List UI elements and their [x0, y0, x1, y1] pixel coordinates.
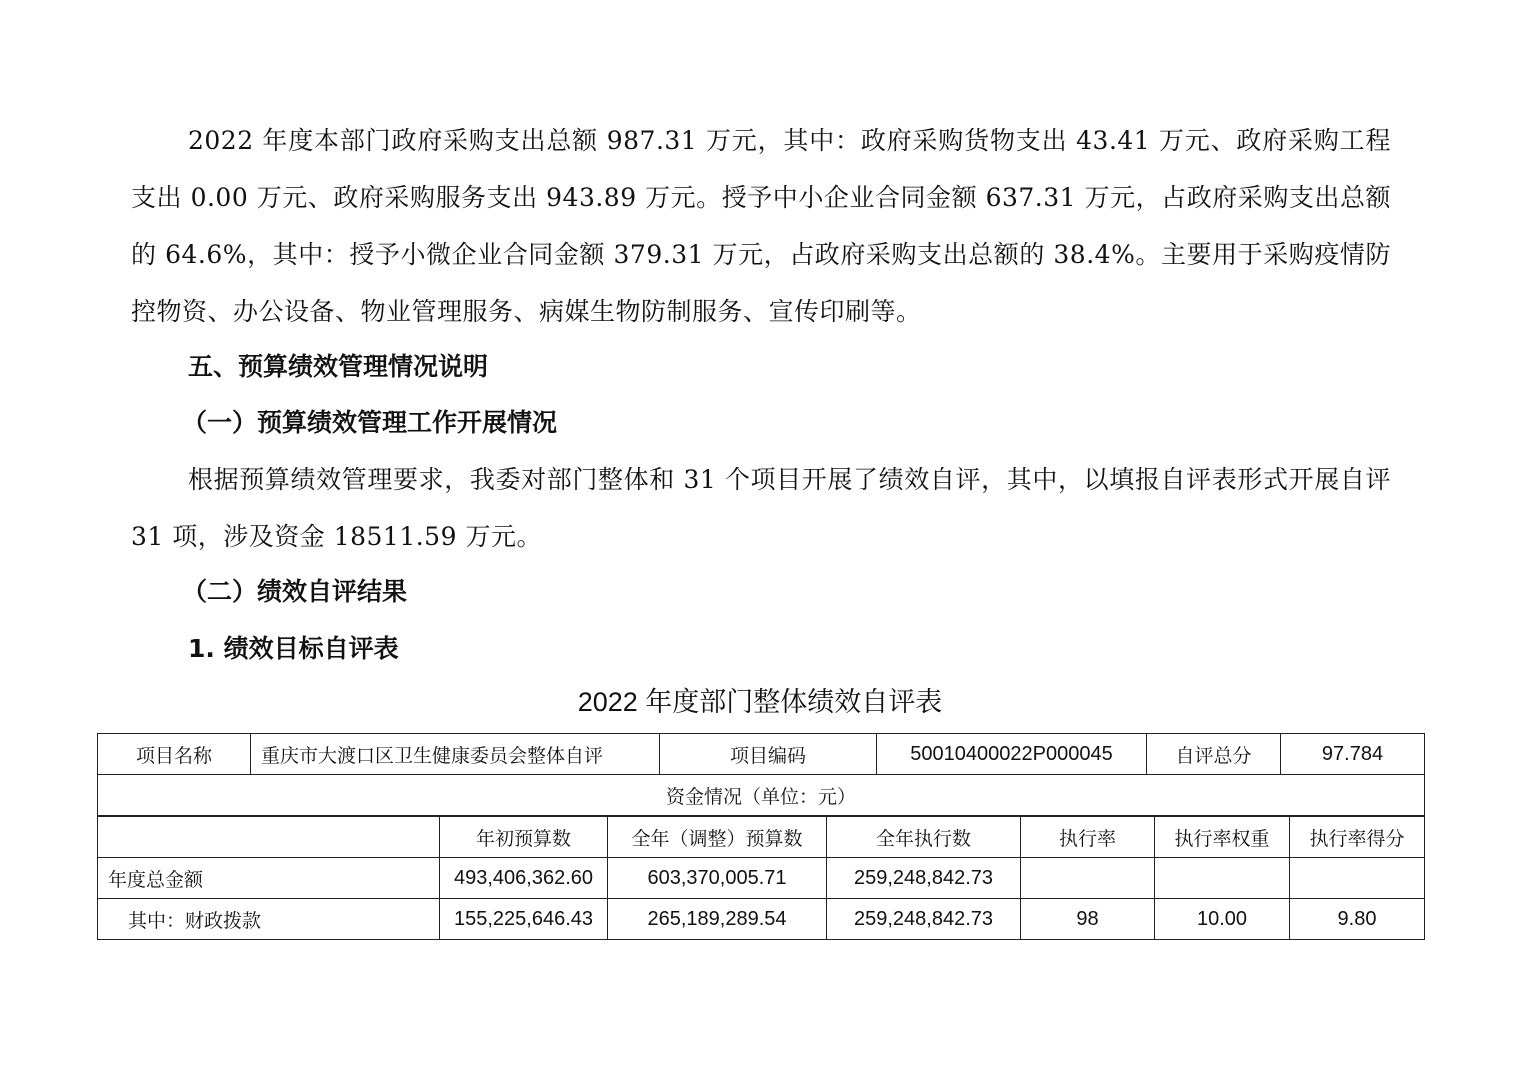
table-section-heading: 1. 绩效目标自评表 — [188, 634, 399, 663]
project-name-label: 项目名称 — [98, 734, 251, 775]
funding-header: 资金情况（单位：元） — [98, 775, 1425, 816]
table-title: 2022 年度部门整体绩效自评表 — [577, 687, 943, 717]
table-cell: 265,189,289.54 — [608, 899, 827, 940]
empty-header-cell — [98, 817, 440, 858]
row-label: 其中：财政拨款 — [98, 899, 440, 940]
table-row-column-headers — [98, 817, 1425, 858]
column-header: 年初预算数 — [440, 817, 608, 858]
section-heading-5: 五、预算绩效管理情况说明 — [188, 352, 489, 381]
column-header: 执行率得分 — [1290, 817, 1425, 858]
table-row-project-info — [98, 734, 1425, 775]
table-cell: 259,248,842.73 — [827, 899, 1021, 940]
subsection-heading-1: （一）预算绩效管理工作开展情况 — [182, 408, 558, 437]
project-name-value: 重庆市大渡口区卫生健康委员会整体自评 — [251, 734, 660, 775]
table-row-funding-header — [98, 775, 1425, 816]
project-code-label: 项目编码 — [660, 734, 877, 775]
column-header: 执行率 — [1021, 817, 1155, 858]
total-score-label: 自评总分 — [1147, 734, 1281, 775]
table-row — [98, 858, 1425, 899]
table-cell: 603,370,005.71 — [608, 858, 827, 899]
total-score-value: 97.784 — [1281, 734, 1425, 775]
table-row — [98, 899, 1425, 940]
funding-detail-table — [97, 816, 1425, 940]
table-cell — [1290, 858, 1425, 899]
table-cell — [1021, 858, 1155, 899]
performance-evaluation-table — [97, 733, 1425, 816]
table-cell: 155,225,646.43 — [440, 899, 608, 940]
table-cell — [1155, 858, 1290, 899]
row-label: 年度总金额 — [98, 858, 440, 899]
table-cell: 98 — [1021, 899, 1155, 940]
column-header: 全年（调整）预算数 — [608, 817, 827, 858]
table-cell: 9.80 — [1290, 899, 1425, 940]
table-cell: 493,406,362.60 — [440, 858, 608, 899]
table-cell: 259,248,842.73 — [827, 858, 1021, 899]
column-header: 执行率权重 — [1155, 817, 1290, 858]
column-header: 全年执行数 — [827, 817, 1021, 858]
project-code-value: 50010400022P000045 — [877, 734, 1147, 775]
table-cell: 10.00 — [1155, 899, 1290, 940]
procurement-paragraph: 2022 年度本部门政府采购支出总额 987.31 万元，其中：政府采购货物支出 43.41 万元、政府采购工程支出 0.00 万元、政府采购服务支出 943.89 万元。授予中小企业合同金额 637.31 万元，占政府采购支出总额的 64.6%，其中：授予小微企业合同金额 379.31 万元，占政府采购支出总额的 38.4%。主要用于采购疫情防控物资、办公设备、物业管理服务、病媒生物防制服务、宣传印刷等。 — [131, 126, 1391, 326]
self-evaluation-paragraph: 根据预算绩效管理要求，我委对部门整体和 31 个项目开展了绩效自评，其中，以填报自评表形式开展自评 31 项，涉及资金 18511.59 万元。 — [131, 465, 1391, 551]
subsection-heading-2: （二）绩效自评结果 — [182, 577, 408, 606]
